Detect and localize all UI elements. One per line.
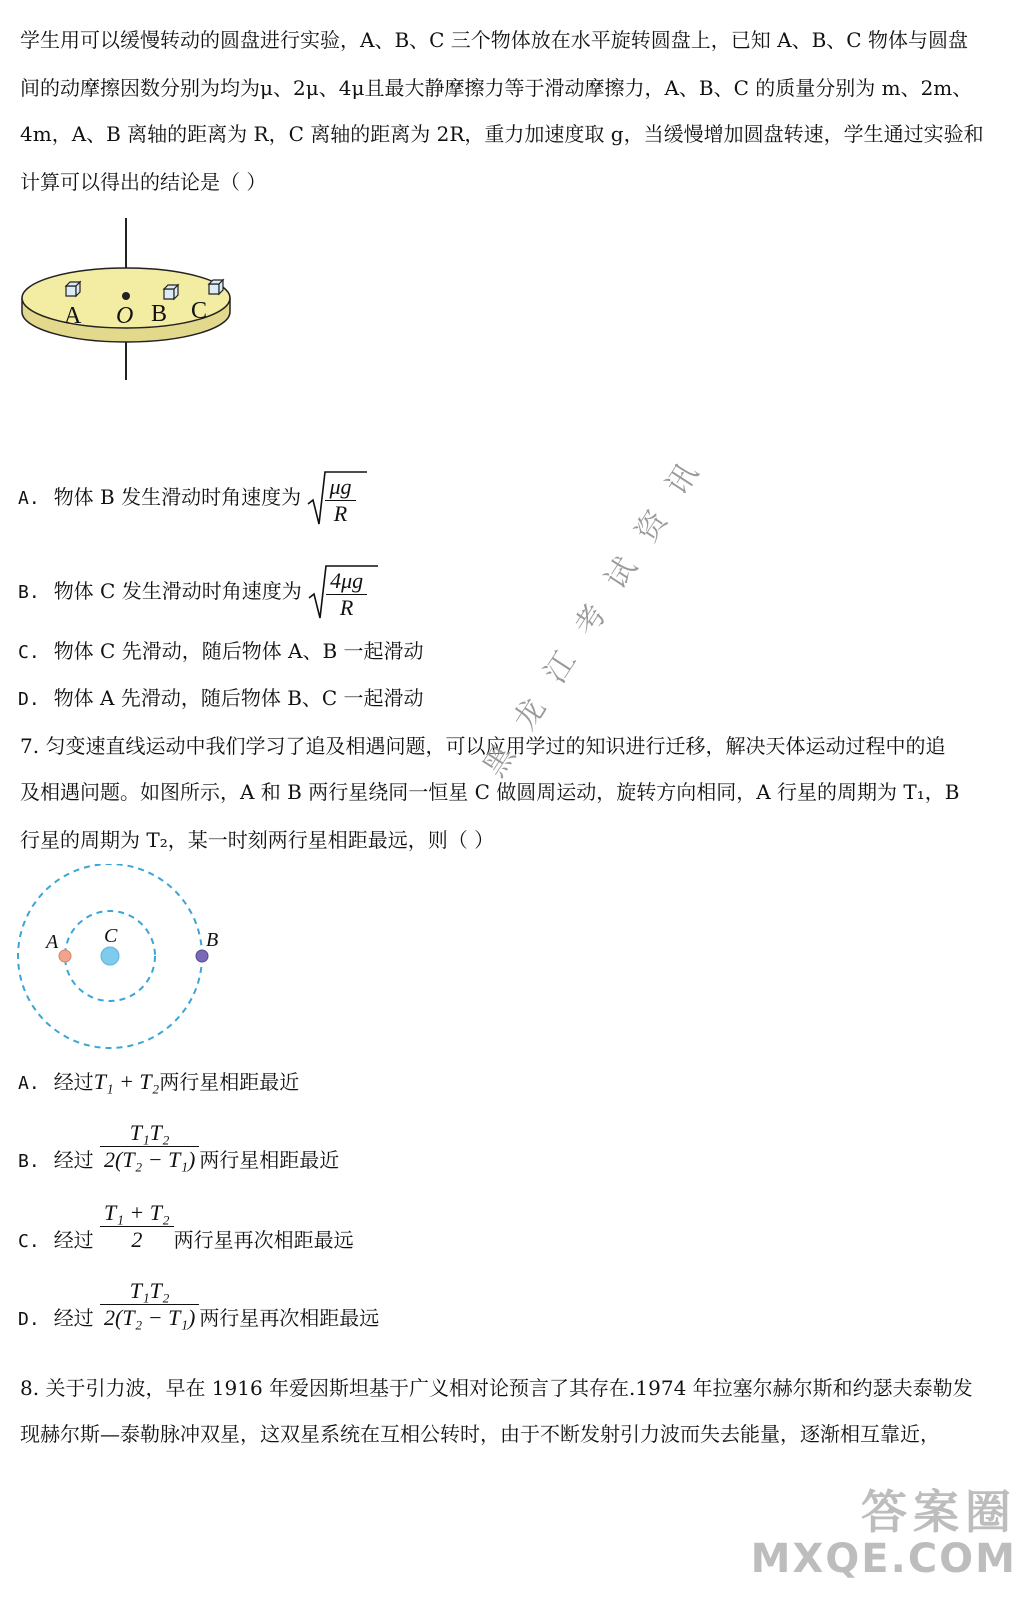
- expr-t1-plus-t2: T₁ + T₂: [93, 1069, 160, 1094]
- orbit-figure: [14, 864, 224, 1054]
- planet-b: [196, 950, 208, 962]
- q6-line-1: 学生用可以缓慢转动的圆盘进行实验，A、B、C 三个物体放在水平旋转圆盘上，已知 A、B、C 物体与圆盘: [20, 28, 968, 52]
- orbit-label-b: B: [206, 929, 219, 951]
- diagonal-watermark: 黑龙江考试资讯: [476, 435, 720, 784]
- cube-b: [164, 285, 178, 299]
- q6-option-b[interactable]: B. 物体 C 发生滑动时角速度为 $\frac{4\mu g}{R}$: [18, 564, 367, 621]
- q7-option-b[interactable]: B. 经过 $\frac{\text{T₁T₂}}{\text{2(T₂ − T₁)}}$ 两行星相距最近: [18, 1120, 340, 1172]
- label-a: A: [64, 303, 82, 329]
- q6-option-c[interactable]: C. 物体 C 先滑动，随后物体 A、B 一起滑动: [18, 639, 424, 663]
- q7-option-a[interactable]: A. 经过T₁ + T₂两行星相距最近: [18, 1069, 300, 1094]
- cube-a: [66, 282, 80, 296]
- q8-line-1: 8. 关于引力波，早在 1916 年爱因斯坦基于广义相对论预言了其存在.1974 年拉塞尔赫尔斯和约瑟夫泰勒发: [20, 1376, 973, 1400]
- rotating-disk-figure: [16, 218, 256, 388]
- orbit-label-a: A: [46, 931, 59, 953]
- q7-option-c[interactable]: C. 经过 $\frac{\text{T₁ + T₂}}{2}$ 两行星再次相距最远: [18, 1200, 354, 1252]
- orbit-label-c: C: [104, 925, 118, 947]
- sqrt-4mu-g-over-r: $\frac{4\mu g}{R}$: [308, 564, 367, 621]
- axis-center-dot: [122, 292, 130, 300]
- q7-line-2: 及相遇问题。如图所示，A 和 B 两行星绕同一恒星 C 做圆周运动，旋转方向相同，A 行星的周期为 T₁，B: [20, 780, 960, 804]
- label-c: C: [191, 298, 208, 324]
- corner-logo-watermark: 答案圈 MXQE.COM: [750, 1485, 1017, 1582]
- q6-option-a[interactable]: A. 物体 B 发生滑动时角速度为 $\frac{\mu g}{R}$: [18, 470, 356, 527]
- label-o: O: [116, 303, 134, 329]
- q6-line-2: 间的动摩擦因数分别为均为μ、2μ、4μ且最大静摩擦力等于滑动摩擦力，A、B、C 的质量分别为 m、2m、: [20, 76, 973, 100]
- q8-line-2: 现赫尔斯—泰勒脉冲双星，这双星系统在互相公转时，由于不断发射引力波而失去能量，逐渐相互靠近，: [20, 1422, 940, 1446]
- cube-c: [209, 280, 223, 294]
- q6-option-d[interactable]: D. 物体 A 先滑动，随后物体 B、C 一起滑动: [18, 686, 424, 710]
- label-b: B: [151, 301, 168, 327]
- sqrt-mu-g-over-r: $\frac{\mu g}{R}$: [307, 470, 355, 527]
- q7-line-3: 行星的周期为 T₂，某一时刻两行星相距最远，则（ ）: [20, 828, 495, 852]
- planet-a: [59, 950, 71, 962]
- q7-line-1: 7. 匀变速直线运动中我们学习了追及相遇问题，可以应用学过的知识进行迁移，解决天体运动过程中的追: [20, 734, 946, 758]
- star-c: [101, 947, 119, 965]
- q6-line-4: 计算可以得出的结论是（ ）: [20, 170, 267, 194]
- q7-option-d[interactable]: D. 经过 $\frac{\text{T₁T₂}}{\text{2(T₂ − T₁)}}$ 两行星再次相距最远: [18, 1278, 380, 1330]
- q6-line-3: 4m，A、B 离轴的距离为 R，C 离轴的距离为 2R，重力加速度取 g，当缓慢增加圆盘转速，学生通过实验和: [20, 122, 984, 146]
